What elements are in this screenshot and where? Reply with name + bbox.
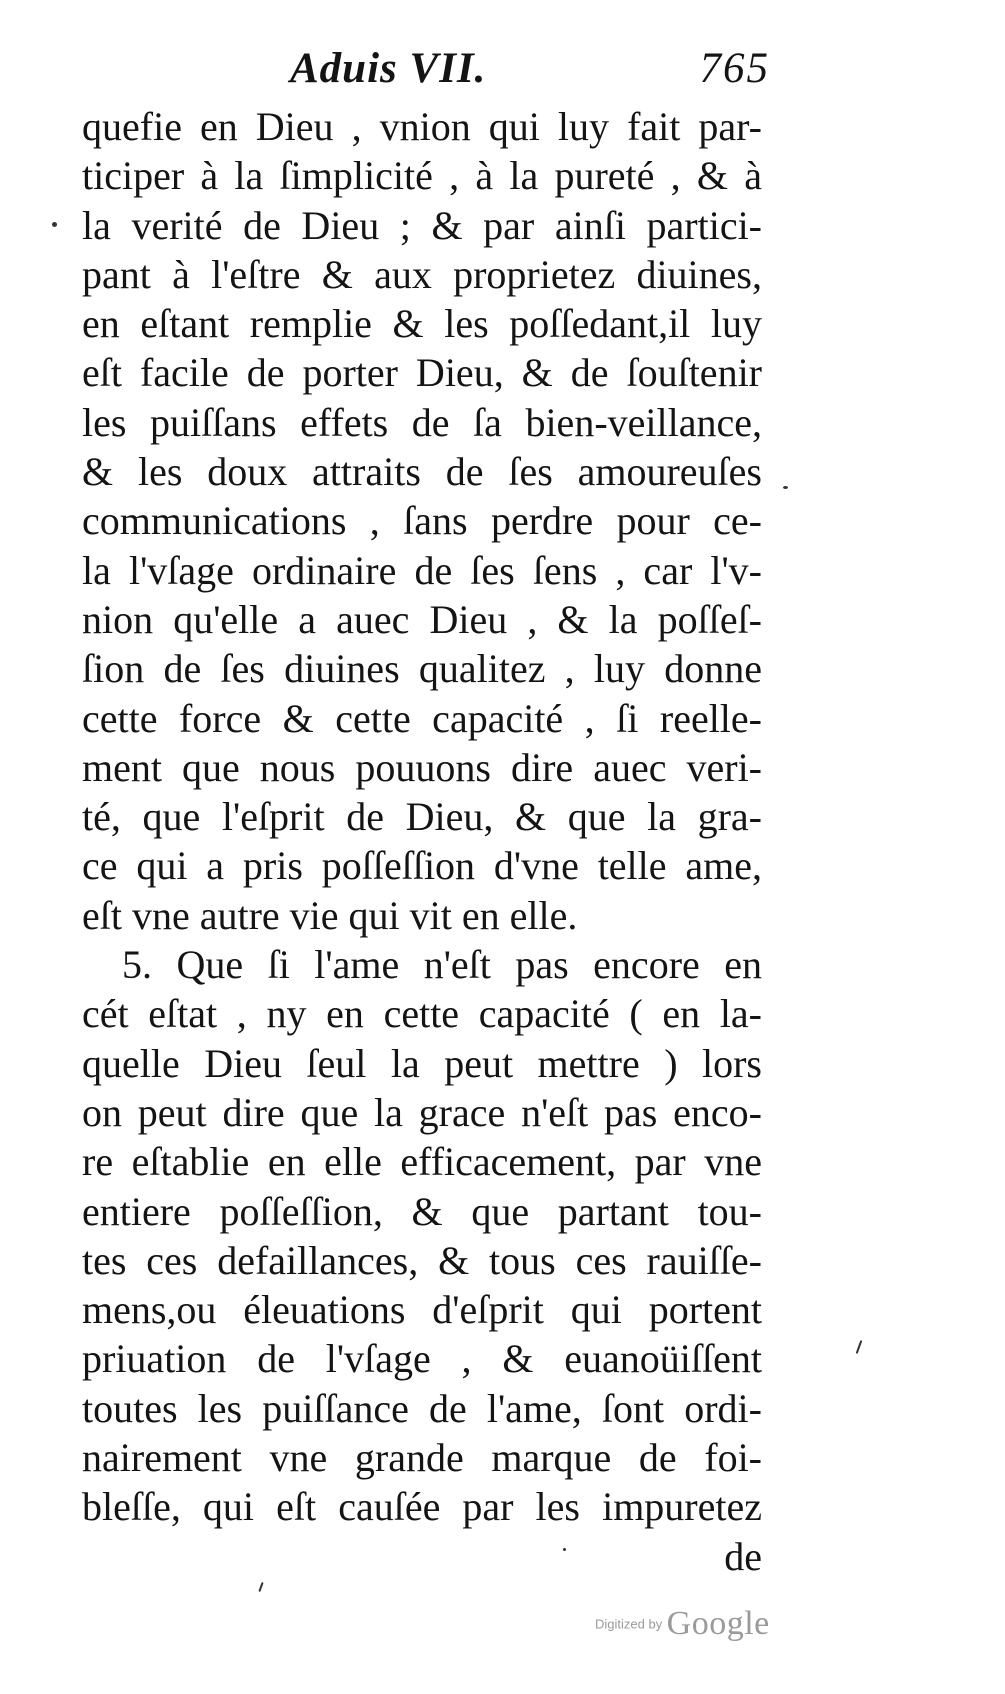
- text-line: cét eſtat , ny en cette capacité ( en la-: [82, 991, 762, 1037]
- text-line: en eſtant remplie & les poſſedant,il luy: [82, 301, 762, 347]
- text-line: quefie en Dieu , vnion qui luy fait par-: [82, 104, 762, 149]
- text-line: ce qui a pris poſſeſſion d'vne telle ame,: [82, 843, 762, 889]
- ink-speck: [563, 1548, 566, 1551]
- digitized-by-label: Digitized by: [595, 1616, 663, 1632]
- text-line: nairement vne grande marque de foi-: [82, 1435, 762, 1481]
- text-line: on peut dire que la grace n'eſt pas enco-: [82, 1089, 762, 1135]
- ink-speck: [783, 486, 788, 489]
- text-line: tes ces defaillances, & tous ces rauiſſe-: [82, 1237, 762, 1283]
- text-line: priuation de l'vſage , & euanoüiſſent: [82, 1336, 762, 1382]
- text-line: quelle Dieu ſeul la peut mettre ) lors: [82, 1040, 762, 1086]
- text-line: les puiſſans effets de ſa bien-veillance,: [82, 399, 762, 445]
- ink-speck: [856, 1340, 863, 1354]
- digitization-watermark: [595, 1605, 770, 1643]
- text-line: nion qu'elle a auec Dieu , & la poſſeſ-: [82, 596, 762, 642]
- catchword: de: [724, 1533, 762, 1579]
- text-line: pant à l'eſtre & aux proprietez diuines,: [82, 251, 762, 297]
- text-line: & les doux attraits de ſes amoureuſes: [82, 449, 762, 495]
- page-number: 765: [699, 45, 770, 92]
- text-line: cette force & cette capacité , ſi reelle-: [82, 695, 762, 741]
- running-head: Aduis VII.: [290, 45, 487, 92]
- text-line: té, que l'eſprit de Dieu, & que la gra-: [82, 794, 762, 840]
- ink-speck: [52, 222, 57, 227]
- text-line: ticiper à la ſimplicité , à la pureté , & à: [82, 153, 762, 199]
- text-line: ment que nous pouuons dire auec veri-: [82, 744, 762, 790]
- paragraph-start-line: 5. Que ſi l'ame n'eſt pas encore en: [122, 942, 762, 988]
- text-line: toutes les puiſſance de l'ame, ſont ordi-: [82, 1385, 762, 1431]
- text-line: ſion de ſes diuines qualitez , luy donne: [82, 646, 762, 692]
- text-line: mens,ou éleuations d'eſprit qui portent: [82, 1287, 762, 1333]
- ink-speck: [258, 1582, 263, 1592]
- text-line: re eſtablie en elle efficacement, par vne: [82, 1139, 762, 1185]
- text-line: la verité de Dieu ; & par ainſi partici-: [82, 202, 762, 248]
- body-text: [82, 102, 762, 1581]
- paragraph-end-line: eſt vne autre vie qui vit en elle.: [82, 892, 578, 938]
- text-line: entiere poſſeſſion, & que partant tou-: [82, 1188, 762, 1234]
- text-line: bleſſe, qui eſt cauſée par les impuretez: [82, 1484, 762, 1530]
- text-line: eſt facile de porter Dieu, & de ſouſtenir: [82, 350, 762, 396]
- google-logo: Google: [666, 1605, 770, 1642]
- text-line: la l'vſage ordinaire de ſes ſens , car l'v-: [82, 547, 762, 593]
- text-line: communications , ſans perdre pour ce-: [82, 498, 762, 544]
- page-header: [290, 44, 770, 104]
